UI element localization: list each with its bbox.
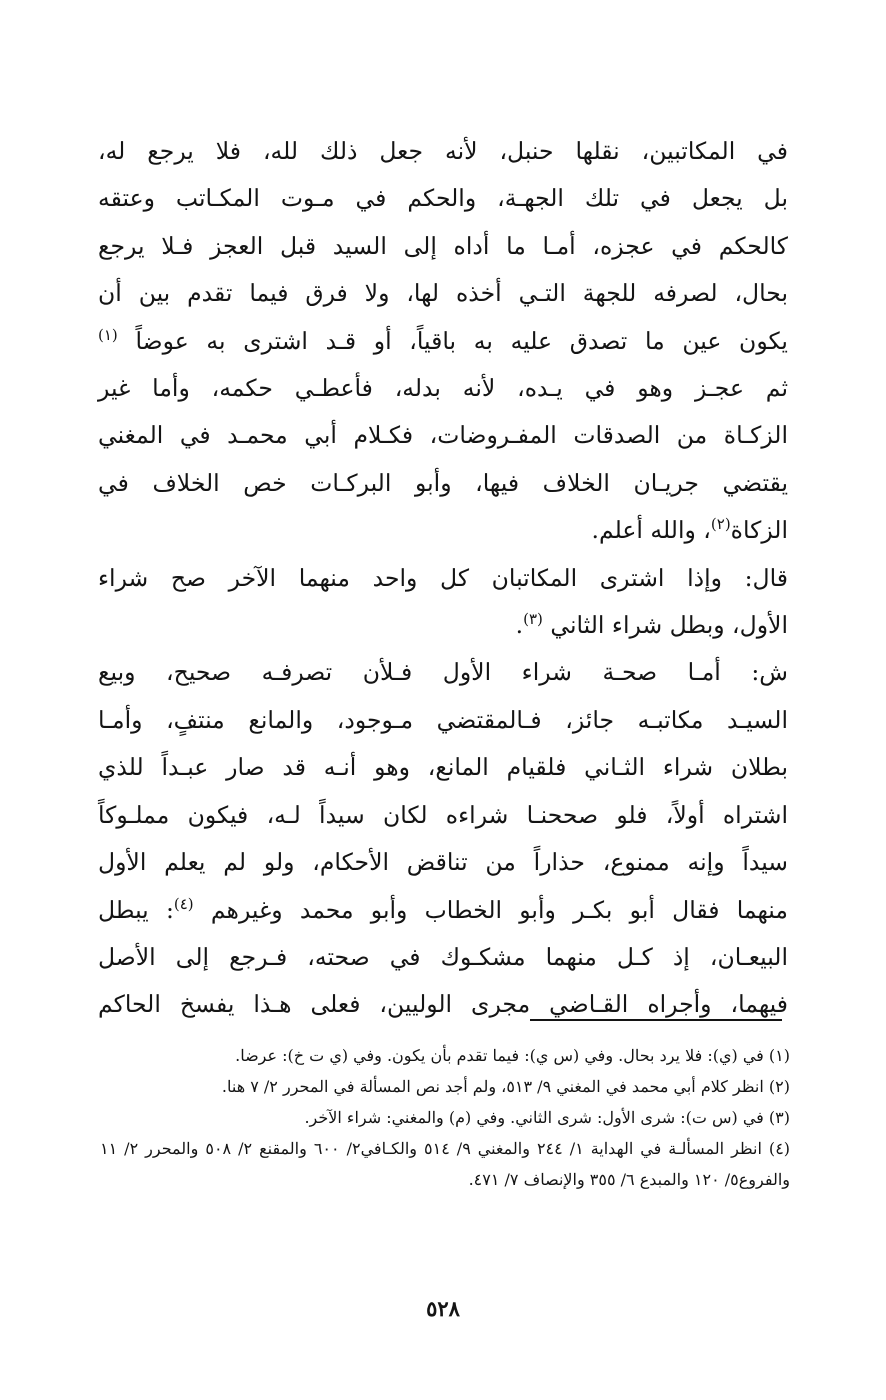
footnote-marker-2[interactable]: (٢): [710, 515, 731, 534]
footnote-marker-4[interactable]: (٤): [173, 894, 194, 913]
text-line: بحال، لصرفه للجهة التـي أخذه لها، ولا فرق فيما تقدم بين أن: [98, 279, 788, 308]
text-line-content: يكون عين ما تصدق عليه به باقياً، أو قـد اشترى به عوضاً: [135, 326, 788, 355]
text-line: ثم عجـز وهو في يـده، لأنه بدله، فأعطـي حكمه، وأما غير: [98, 374, 788, 403]
text-line: سيداً وإنه ممنوع، حذاراً من تناقض الأحكام، ولو لم يعلم الأول: [98, 848, 788, 877]
page-number: ٥٢٨: [426, 1296, 460, 1321]
text-line-content: : يبطل: [98, 895, 174, 924]
text-line-content: الزكاة: [730, 516, 788, 545]
text-line: البيعـان، إذ كـل منهما مشكـوك في صحته، فـرجع إلى الأصل: [98, 942, 788, 971]
text-line-content: منهما فقال أبو بكـر وأبو الخطاب وأبو محمد وغيرهم: [210, 895, 788, 924]
text-line: يقتضي جريـان الخلاف فيها، وأبو البركـات خص الخلاف في: [98, 468, 788, 497]
footnote-marker-3[interactable]: (٣): [523, 610, 543, 629]
text-line-content: الأول، وبطل شراء الثاني: [550, 611, 788, 640]
text-line: [98, 887, 788, 934]
footnote-2: (٢) انظر كلام أبي محمد في المغني ٩/ ٥١٣، ولم أجد نص المسألة في المحرر ٢/ ٧ هنا.: [221, 1077, 790, 1096]
text-line: اشتراه أولاً، فلو صححنـا شراءه لكان سيداً لـه، فيكون مملـوكاً: [98, 800, 788, 829]
text-line: فيهما، وأجراه القـاضي مجرى الوليين، فعلى هـذا يفسخ الحاكم: [98, 990, 788, 1019]
text-line: [98, 602, 788, 649]
footnote-3: (٣) في (س ت): شرى الأول: شرى الثاني. وفي (م) والمغني: شراء الآخر.: [304, 1108, 790, 1127]
main-text-body: [98, 128, 788, 1029]
text-line: [98, 507, 788, 554]
text-line: قال: وإذا اشترى المكاتبان كل واحد منهما الآخر صح شراء: [98, 563, 788, 592]
text-line: [98, 318, 788, 365]
text-line: كالحكم في عجزه، أمـا ما أداه إلى السيد قبل العجز فـلا يرجع: [98, 231, 788, 260]
text-line: بطلان شراء الثـاني فلقيام المانع، وهو أنـه قد صار عبـداً للذي: [98, 753, 788, 782]
text-line: ش: أمـا صحـة شراء الأول فـلأن تصرفـه صحيح، وبيع: [98, 658, 788, 687]
text-line: السيـد مكاتبـه جائز، فـالمقتضي مـوجود، والمانع منتفٍ، وأمـا: [98, 705, 788, 734]
footnote-marker-1[interactable]: (١): [98, 325, 118, 344]
footnote-divider: [530, 1019, 782, 1021]
text-line-content: ، والله أعلم.: [591, 516, 711, 545]
footnote-4: (٤) انظر المسألـة في الهداية ١/ ٢٤٤ والمغني ٩/ ٥١٤ والكـافي٢/ ٦٠٠ والمقنع ٢/ ٥٠٨ والمحرر ٢/ ١١ والفروع٥/ ١٢٠ والمبدع ٦/ ٣٥٥ والإنصاف ٧/ ٤٧١.: [100, 1139, 791, 1189]
footnote-1: (١) في (ي): فلا يرد بحال. وفي (س ي): فيما تقدم بأن يكون. وفي (ي ت خ): عرضا.: [235, 1046, 790, 1065]
text-line: الزكـاة من الصدقات المفـروضات، فكـلام أبي محمـد في المغني: [98, 421, 788, 450]
text-line: في المكاتبين، نقلها حنبل، لأنه جعل ذلك لله، فلا يرجع له،: [98, 137, 788, 165]
footnotes-section: [100, 1040, 790, 1195]
text-line: بل يجعل في تلك الجهـة، والحكم في مـوت المكـاتب وعتقه: [98, 184, 788, 213]
text-line-content: .: [515, 611, 524, 640]
